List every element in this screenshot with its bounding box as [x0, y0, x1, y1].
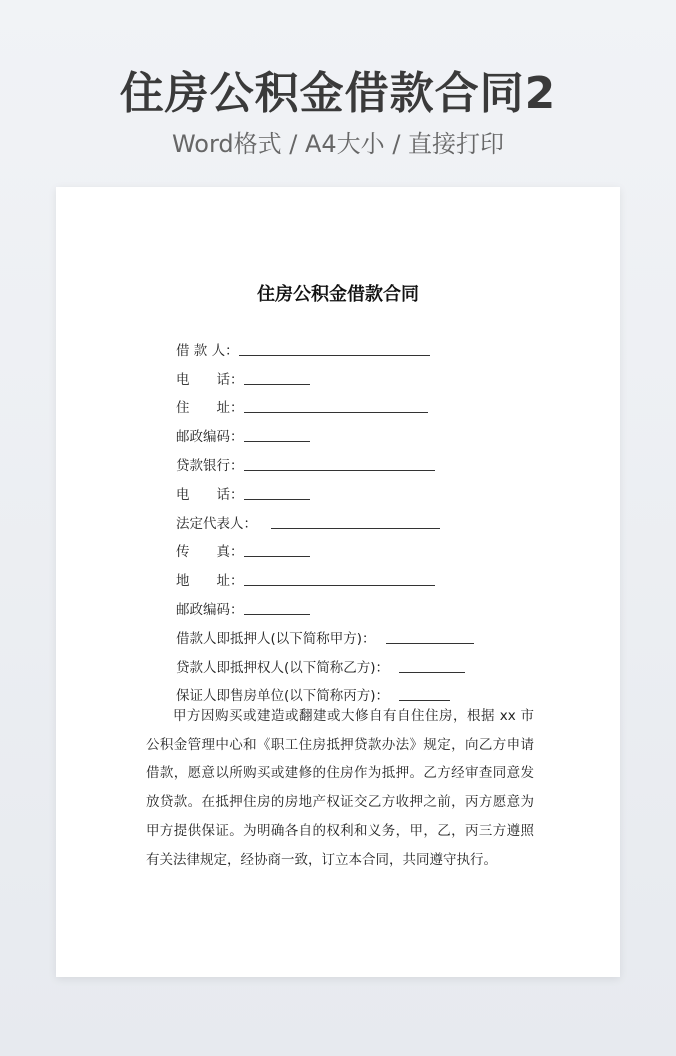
field-label: 邮政编码：	[176, 429, 244, 446]
field-fax	[176, 532, 576, 561]
field-bank-phone	[176, 474, 576, 503]
field-label: 法定代表人：	[176, 515, 257, 532]
blank-line	[244, 427, 310, 442]
field-label: 贷款银行：	[176, 457, 244, 474]
blank-line	[244, 398, 428, 413]
blank-line	[239, 341, 430, 356]
banner-subtitle: Word格式 / A4大小 / 直接打印	[171, 130, 505, 158]
field-phone	[176, 359, 576, 388]
blank-line	[271, 514, 440, 529]
blank-line	[244, 571, 435, 586]
field-label: 电 话：	[176, 371, 244, 388]
field-bank-postcode	[176, 589, 576, 618]
contract-preamble: 甲方因购买或建造或翻建或大修自有自住住房，根据 xx 市公积金管理中心和《职工住房抵押贷款办法》规定，向乙方申请借款，愿意以所购买或建修的住房作为抵押。乙方经审查同意发放贷款。在抵押住房的房地产权证交乙方收押之前，丙方愿意为甲方提供保证。为明确各自的权利和义务，甲，乙，丙三方遵照有关法律规定，经协商一致，订立本合同，共同遵守执行。	[146, 708, 534, 868]
field-label: 借 款 人：	[176, 342, 239, 359]
contract-fields	[176, 330, 576, 704]
field-bank-address	[176, 560, 576, 589]
field-label: 地 址：	[176, 573, 244, 590]
field-label: 贷款人即抵押权人(以下简称乙方)：	[176, 659, 390, 676]
field-postcode	[176, 416, 576, 445]
blank-line	[399, 686, 450, 701]
field-label: 传 真：	[176, 544, 244, 561]
blank-line	[244, 485, 310, 500]
blank-line	[244, 370, 310, 385]
banner	[0, 62, 676, 162]
field-borrower	[176, 330, 576, 359]
field-party-a	[176, 618, 576, 647]
field-label: 电 话：	[176, 486, 244, 503]
field-party-b	[176, 647, 576, 676]
field-label: 借款人即抵押人(以下简称甲方)：	[176, 630, 376, 647]
field-legal-representative	[176, 503, 576, 532]
blank-line	[244, 600, 310, 615]
banner-title: 住房公积金借款合同2	[119, 68, 557, 119]
field-label: 邮政编码：	[176, 601, 244, 618]
field-label: 保证人即售房单位(以下简称丙方)：	[176, 688, 390, 705]
blank-line	[244, 456, 435, 471]
field-label: 住 址：	[176, 400, 244, 417]
field-address	[176, 388, 576, 417]
document-page	[56, 187, 620, 977]
blank-line	[386, 629, 474, 644]
document-title: 住房公积金借款合同	[257, 284, 419, 305]
blank-line	[399, 658, 465, 673]
field-lending-bank	[176, 445, 576, 474]
field-party-c	[176, 676, 576, 705]
blank-line	[244, 542, 310, 557]
